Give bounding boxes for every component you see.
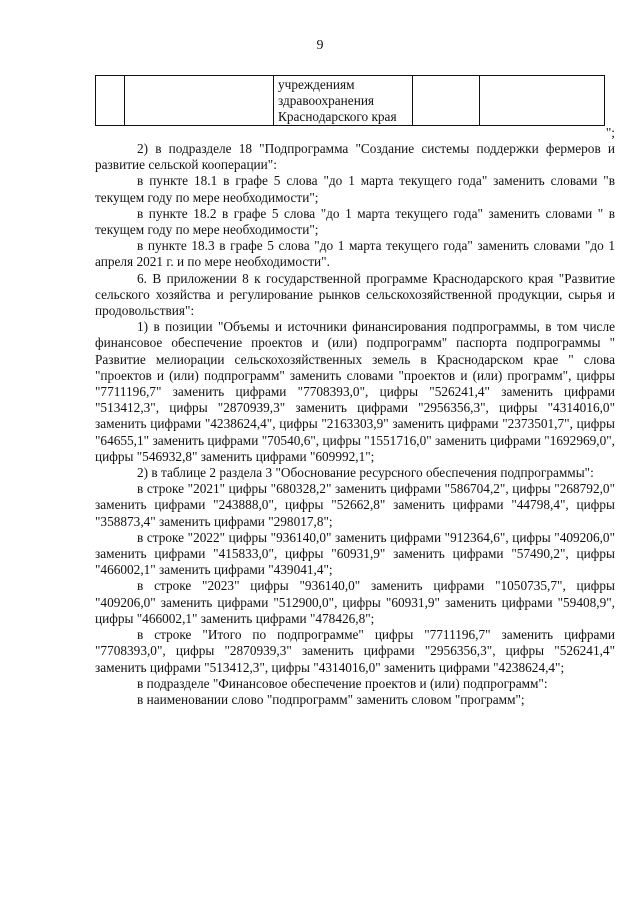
document-body (95, 124, 615, 708)
table-fragment (95, 75, 605, 126)
paragraph-row-2022: в строке "2022" цифры "936140,0" заменить цифрами "912364,6", цифры "409206,0" заменить цифрами "415833,0", цифры "60931,9" заменить цифрами "57490,2", цифры "466002,1" заменить цифрами "439041,4"; (95, 529, 615, 578)
paragraph-row-2023: в строке "2023" цифры "936140,0" заменить цифрами "1050735,7", цифры "409206,0" заменить цифрами "512900,0", цифры "60931,9" заменить цифрами "59408,9", цифры "466002,1" заменить цифрами "478426,8"; (95, 578, 615, 626)
table-cell-line: Краснодарского края (278, 109, 397, 124)
page-number: 9 (316, 38, 324, 53)
table-cell-institution (274, 76, 413, 126)
paragraph-passport-position: 1) в позиции "Объемы и источники финансирования подпрограммы, в том числе финансовое обеспечение проектов и (или) подпрограмм" паспорта подпрограммы " Развитие мелиорации сельскохозяйственных земель в Краснодарском крае " слова "проектов и (или) подпрограмм" заменить словами "проектов и (или) программ", цифры "7711196,7" заменить цифрами "7708393,0", цифры "526241,4" заменить цифрами "513412,3", цифры "2870939,3" заменить цифрами "2956356,3", цифры "4314016,0" заменить цифрами "4238624,4", цифры "2163303,9" заменить цифрами "2373501,7", цифры "64655,1" заменить цифрами "70540,6", цифры "1551716,0" заменить цифрами "1692969,0", цифры "546932,8" заменить цифрами "609992,1"; (95, 319, 615, 464)
table-cell (125, 76, 274, 126)
table-cell (480, 76, 605, 126)
table-cell (413, 76, 480, 126)
table-row (96, 76, 605, 126)
closing-quote: "; (605, 125, 615, 140)
paragraph-item-18-2: в пункте 18.2 в графе 5 слова "до 1 марта текущего года" заменить словами " в текущем году по мере необходимости"; (95, 205, 615, 238)
paragraph-title-change: в наименовании слово "подпрограмм" заменить словом "программ"; (137, 691, 525, 707)
paragraph-table-2: 2) в таблице 2 раздела 3 "Обоснование ресурсного обеспечения подпрограммы": (137, 465, 594, 481)
table-cell (96, 76, 125, 126)
paragraph-appendix-8: 6. В приложении 8 к государственной программе Краснодарского края "Развитие сельского хозяйства и регулирование рынков сельскохозяйственной продукции, сырья и продовольствия": (95, 270, 615, 319)
paragraph-row-total: в строке "Итого по подпрограмме" цифры "7711196,7" заменить цифрами "7708393,0", цифры "2870939,3" заменить цифрами "2956356,3", цифры "526241,4" заменить цифрами "513412,3", цифры "4314016,0" заменить цифрами "4238624,4"; (95, 627, 615, 675)
table-cell-line: учреждениям (278, 77, 355, 92)
paragraph-row-2021: в строке "2021" цифры "680328,2" заменить цифрами "586704,2", цифры "268792,0" заменить цифрами "243888,0", цифры "52662,8" заменить цифрами "44798,4", цифры "358873,4" заменить цифрами "298017,8"; (95, 481, 615, 529)
paragraph-item-18-3: в пункте 18.3 в графе 5 слова "до 1 марта текущего года" заменить словами "до 1 апреля 2021 г. и по мере необходимости". (95, 238, 615, 270)
paragraph-financing-subsection: в подразделе "Финансовое обеспечение проектов и (или) подпрограмм": (137, 675, 548, 691)
paragraph-item-18-1: в пункте 18.1 в графе 5 слова "до 1 марта текущего года" заменить словами "в текущем году по мере необходимости"; (95, 173, 615, 205)
table-cell-line: здравоохранения (278, 93, 375, 108)
paragraph-subsection-18: 2) в подразделе 18 "Подпрограмма "Создание системы поддержки фермеров и развитие сельской кооперации": (95, 141, 615, 173)
